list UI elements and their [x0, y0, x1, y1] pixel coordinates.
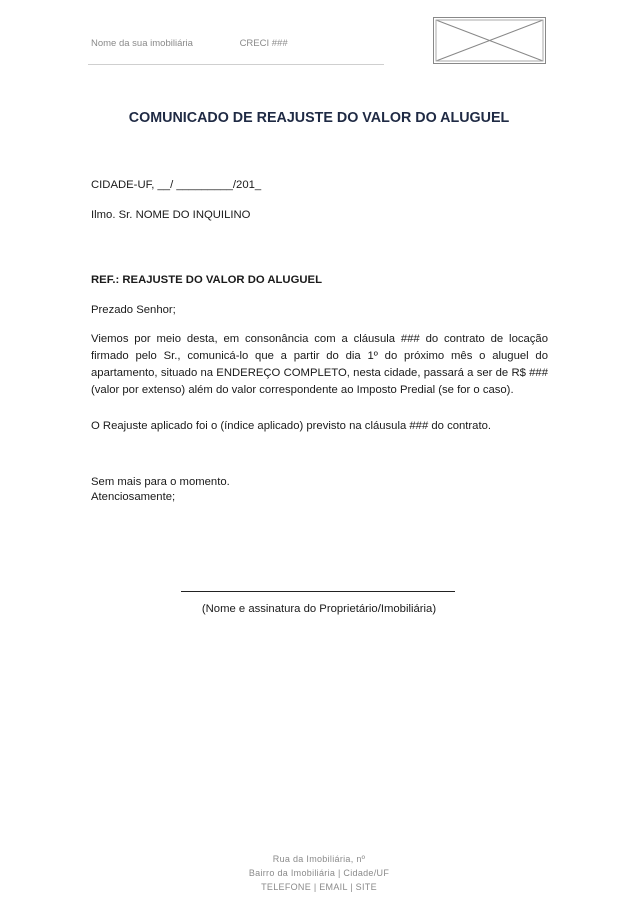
- document-title: COMUNICADO DE REAJUSTE DO VALOR DO ALUGUEL: [128, 110, 510, 126]
- agency-name: Nome da sua imobiliária: [91, 38, 193, 49]
- recipient: Ilmo. Sr. NOME DO INQUILINO: [91, 209, 251, 221]
- footer: [0, 852, 638, 894]
- reference-line: REF.: REAJUSTE DO VALOR DO ALUGUEL: [91, 274, 322, 286]
- header-left: [91, 38, 288, 49]
- closing-line-2: Atenciosamente;: [91, 491, 176, 503]
- signature-line: [181, 591, 455, 592]
- closing-line-1: Sem mais para o momento.: [91, 476, 230, 488]
- body-paragraph-2: O Reajuste aplicado foi o (índice aplicado) previsto na cláusula ### do contrato.: [91, 420, 492, 432]
- date-line: CIDADE-UF, __/ _________/201_: [91, 179, 262, 191]
- header-divider: [88, 64, 384, 65]
- footer-address: Rua da Imobiliária, nº: [272, 854, 366, 864]
- logo-placeholder-icon: [433, 17, 546, 64]
- creci-number: CRECI ###: [239, 38, 288, 49]
- footer-district: Bairro da Imobiliária | Cidade/UF: [248, 868, 390, 878]
- body-paragraph-1: Viemos por meio desta, em consonância com a cláusula ### do contrato de locação firmado pelo Sr., comunicá-lo que a partir do dia 1º do próximo mês o aluguel do apartamento, situado na ENDEREÇO COMPLETO, nesta cidade, passará a ser de R$ ### (valor por extenso) além do valor correspondente ao Imposto Predial (se for o caso).: [91, 333, 548, 396]
- footer-contacts: TELEFONE | EMAIL | SITE: [261, 882, 377, 892]
- greeting: Prezado Senhor;: [91, 304, 176, 316]
- signature-label: (Nome e assinatura do Proprietário/Imobiliária): [201, 603, 437, 615]
